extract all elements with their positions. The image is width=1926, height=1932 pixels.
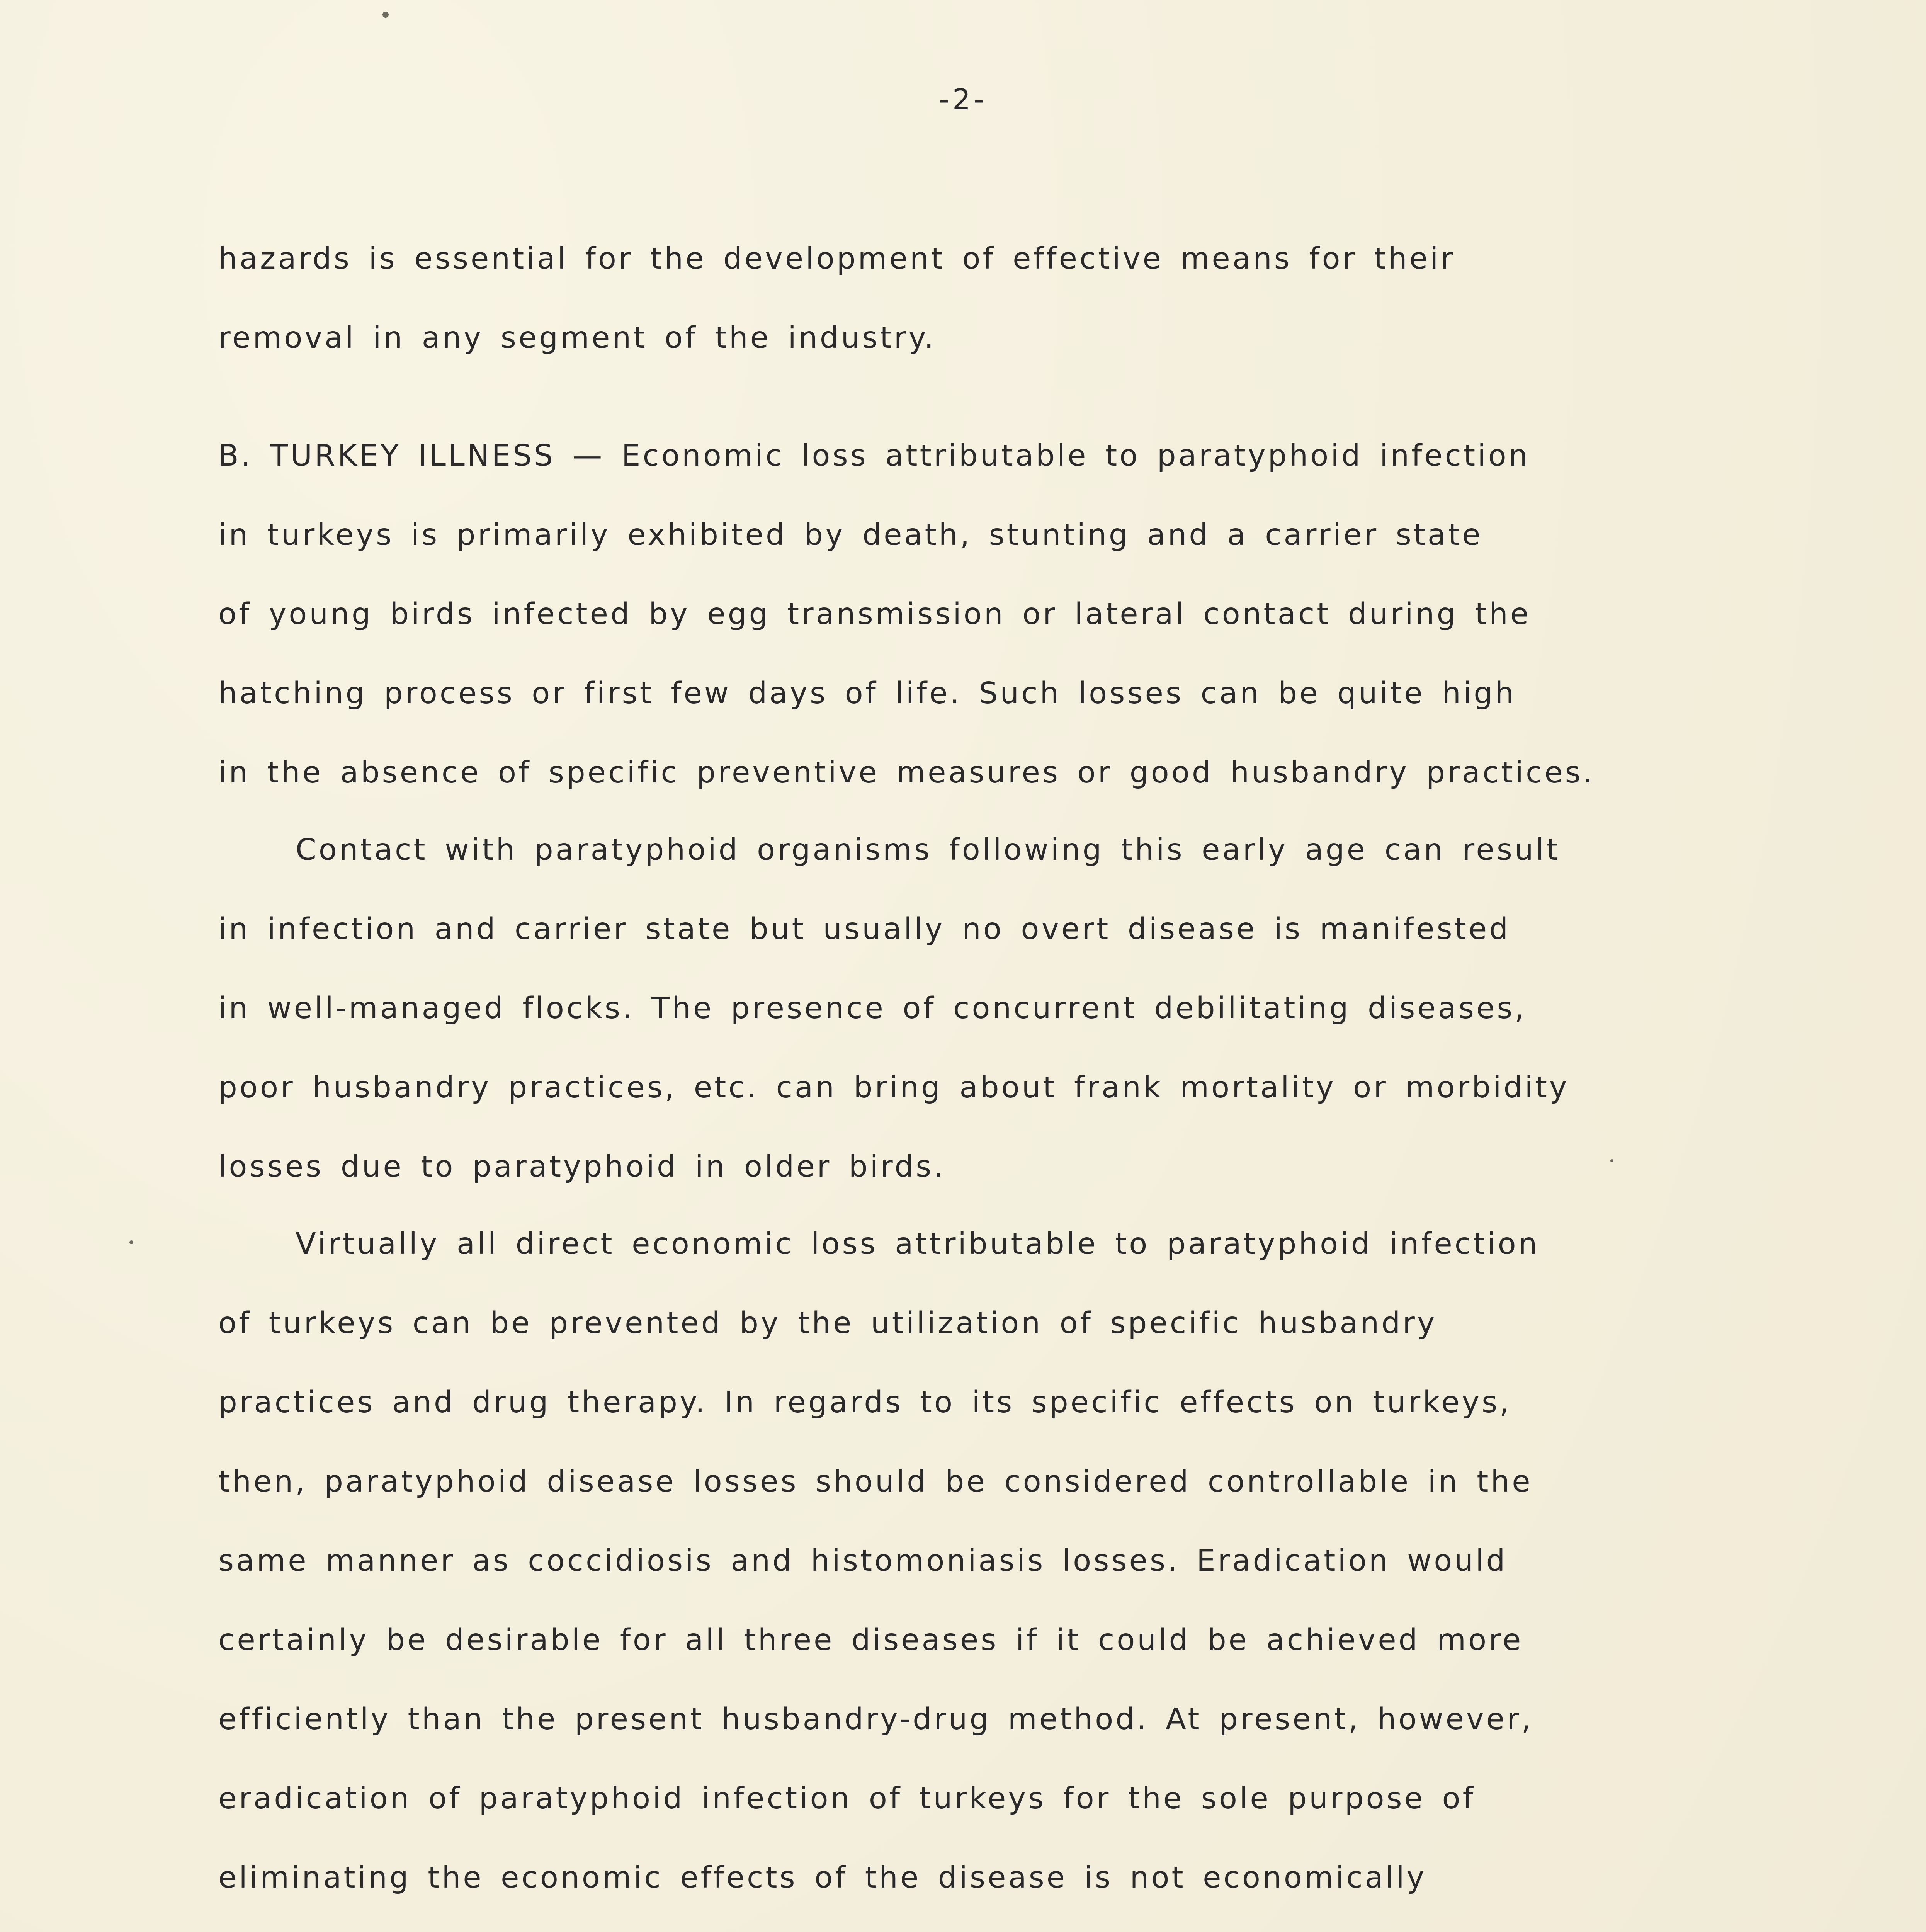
text-line: in turkeys is primarily exhibited by death, stunting and a carrier state — [218, 518, 1483, 552]
text-line: in infection and carrier state but usually no overt disease is manifested — [218, 912, 1511, 946]
page-number: -2- — [939, 83, 987, 116]
text-line: removal in any segment of the industry. — [218, 321, 936, 355]
text-line: losses due to paratyphoid in older birds. — [218, 1150, 945, 1184]
text-line: efficiently than the present husbandry-drug method. At present, however, — [218, 1702, 1533, 1736]
paragraph-start-line: Virtually all direct economic loss attributable to paratyphoid infection — [296, 1227, 1540, 1261]
paper-speck — [382, 12, 389, 18]
paragraph-start-line: Contact with paratyphoid organisms following this early age can result — [296, 833, 1561, 867]
text-line: of turkeys can be prevented by the utilization of specific husbandry — [218, 1306, 1437, 1340]
text-line: of young birds infected by egg transmission or lateral contact during the — [218, 597, 1531, 631]
text-line: eliminating the economic effects of the disease is not economically — [218, 1861, 1427, 1895]
text-line: in the absence of specific preventive measures or good husbandry practices. — [218, 755, 1595, 790]
text-line: practices and drug therapy. In regards to its specific effects on turkeys, — [218, 1385, 1511, 1420]
text-line: in well-managed flocks. The presence of concurrent debilitating diseases, — [218, 991, 1527, 1026]
text-line: poor husbandry practices, etc. can bring about frank mortality or morbidity — [218, 1070, 1569, 1105]
paper-speck — [1610, 1159, 1613, 1162]
text-line: same manner as coccidiosis and histomoniasis losses. Eradication would — [218, 1544, 1508, 1578]
text-line: hazards is essential for the development of effective means for their — [218, 242, 1455, 276]
text-line: eradication of paratyphoid infection of turkeys for the sole purpose of — [218, 1781, 1476, 1816]
text-line: certainly be desirable for all three diseases if it could be achieved more — [218, 1623, 1523, 1657]
text-line: hatching process or first few days of life. Such losses can be quite high — [218, 676, 1516, 711]
paper-speck — [129, 1240, 133, 1244]
text-line: then, paratyphoid disease losses should be considered controllable in the — [218, 1464, 1533, 1499]
section-heading-line: B. TURKEY ILLNESS — Economic loss attributable to paratyphoid infection — [218, 439, 1530, 473]
